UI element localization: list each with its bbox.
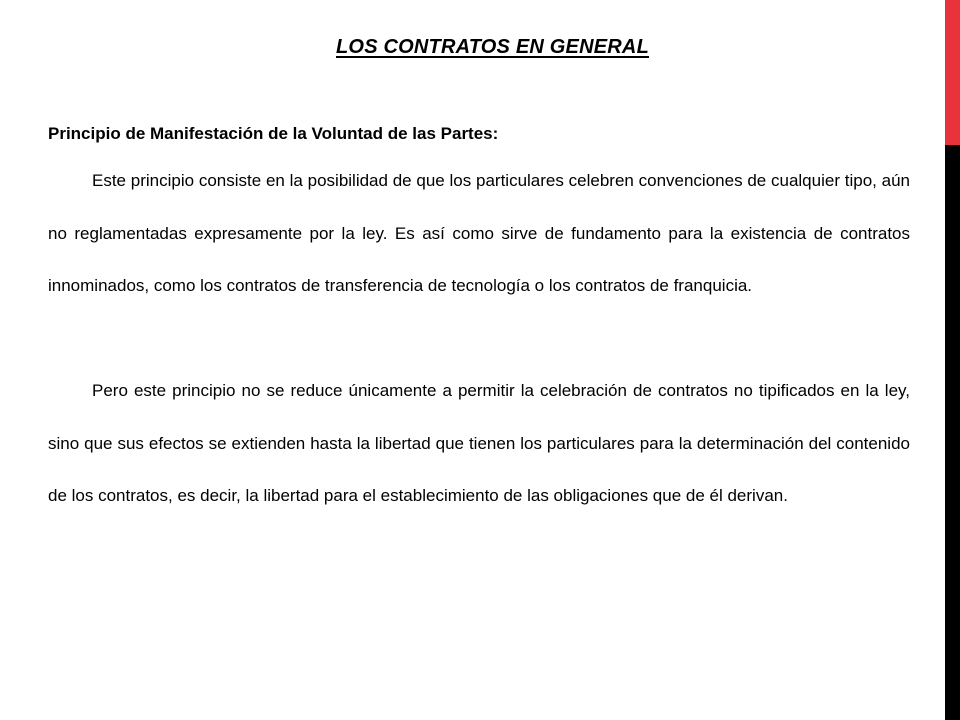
accent-bar-red (945, 0, 960, 145)
paragraph-1: Este principio consiste en la posibilidad de que los particulares celebren convenciones de cualquier tipo, aún no reglamentadas expresamente por la ley. Es así como sirve de fundamento para la existencia de contratos innominados, como los contratos de transferencia de tecnología o los contratos de franquicia. (48, 171, 910, 295)
section-heading: Principio de Manifestación de la Voluntad de las Partes: (48, 124, 499, 143)
paragraph-2: Pero este principio no se reduce únicamente a permitir la celebración de contratos no tipificados en la ley, sino que sus efectos se extienden hasta la libertad que tienen los particulares para la determinación del contenido de los contratos, es decir, la libertad para el establecimiento de las obligaciones que de él derivan. (48, 381, 910, 505)
accent-bar-black (945, 145, 960, 720)
slide-title: LOS CONTRATOS EN GENERAL (336, 36, 649, 58)
